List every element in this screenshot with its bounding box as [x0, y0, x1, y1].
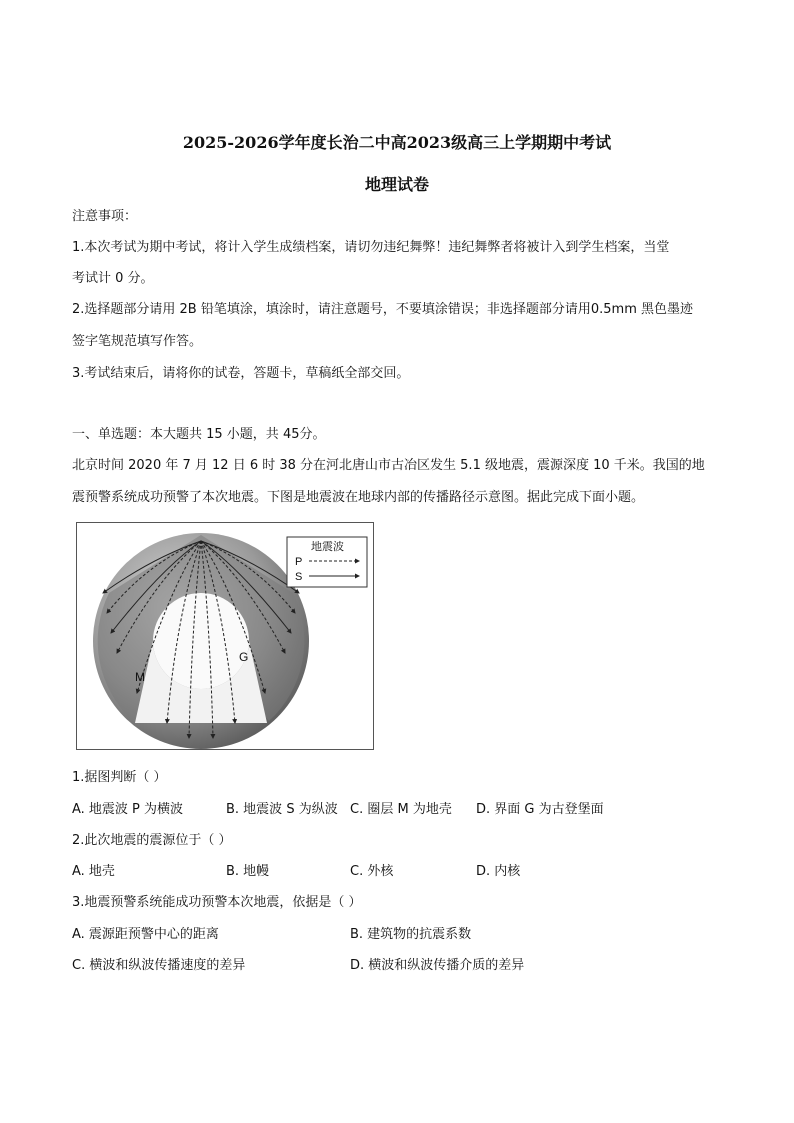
label-m: M	[135, 670, 145, 684]
question-2-option-c: C. 外核	[350, 864, 394, 879]
legend-p-label: P	[295, 556, 303, 568]
question-2-stem: 2.此次地震的震源位于（ ）	[72, 833, 232, 848]
question-2-option-d: D. 内核	[476, 864, 521, 879]
seismic-wave-figure	[76, 522, 374, 750]
exam-title: 2025-2026学年度长治二中高2023级高三上学期期中考试	[182, 133, 612, 152]
notice-line-2b: 签字笔规范填写作答。	[72, 334, 203, 349]
legend-s-label: S	[295, 571, 303, 583]
question-3-option-b: B. 建筑物的抗震系数	[350, 927, 472, 942]
exam-subtitle: 地理试卷	[364, 175, 429, 194]
notice-line-2a: 2.选择题部分请用 2B 铅笔填涂，填涂时，请注意题号，不要填涂错误；非选择题部分请用0.5mm 黑色墨迹	[72, 302, 693, 317]
question-1-option-c: C. 圈层 M 为地壳	[350, 802, 452, 817]
earth-interior-diagram	[77, 523, 373, 749]
question-1-option-a: A. 地震波 P 为横波	[72, 802, 184, 817]
question-2-option-a: A. 地壳	[72, 864, 115, 879]
label-g: G	[239, 650, 249, 664]
question-stem-line-1: 北京时间 2020 年 7 月 12 日 6 时 38 分在河北唐山市古冶区发生 5.1 级地震，震源深度 10 千米。我国的地	[72, 458, 705, 473]
question-3-stem: 3.地震预警系统能成功预警本次地震，依据是（ ）	[72, 895, 362, 910]
question-stem-line-2: 震预警系统成功预警了本次地震。下图是地震波在地球内部的传播路径示意图。据此完成下面小题。	[72, 490, 645, 505]
section-heading: 一、单选题：本大题共 15 小题，共 45分。	[72, 427, 326, 442]
legend-title: 地震波	[311, 540, 344, 553]
question-1-stem: 1.据图判断（ ）	[72, 770, 167, 785]
question-1-option-b: B. 地震波 S 为纵波	[226, 802, 338, 817]
notice-line-1a: 1.本次考试为期中考试，将计入学生成绩档案，请切勿违纪舞弊！违纪舞弊者将被计入到学生档案，当堂	[72, 240, 670, 255]
question-2-option-b: B. 地幔	[226, 864, 270, 879]
notice-heading: 注意事项：	[72, 209, 138, 224]
question-3-option-a: A. 震源距预警中心的距离	[72, 927, 219, 942]
earth-core	[153, 593, 249, 689]
notice-line-1b: 考试计 0 分。	[72, 271, 154, 286]
question-1-option-d: D. 界面 G 为古登堡面	[476, 802, 604, 817]
question-3-option-d: D. 横波和纵波传播介质的差异	[350, 958, 525, 973]
question-3-option-c: C. 横波和纵波传播速度的差异	[72, 958, 246, 973]
notice-line-3: 3.考试结束后，请将你的试卷，答题卡，草稿纸全部交回。	[72, 366, 410, 381]
